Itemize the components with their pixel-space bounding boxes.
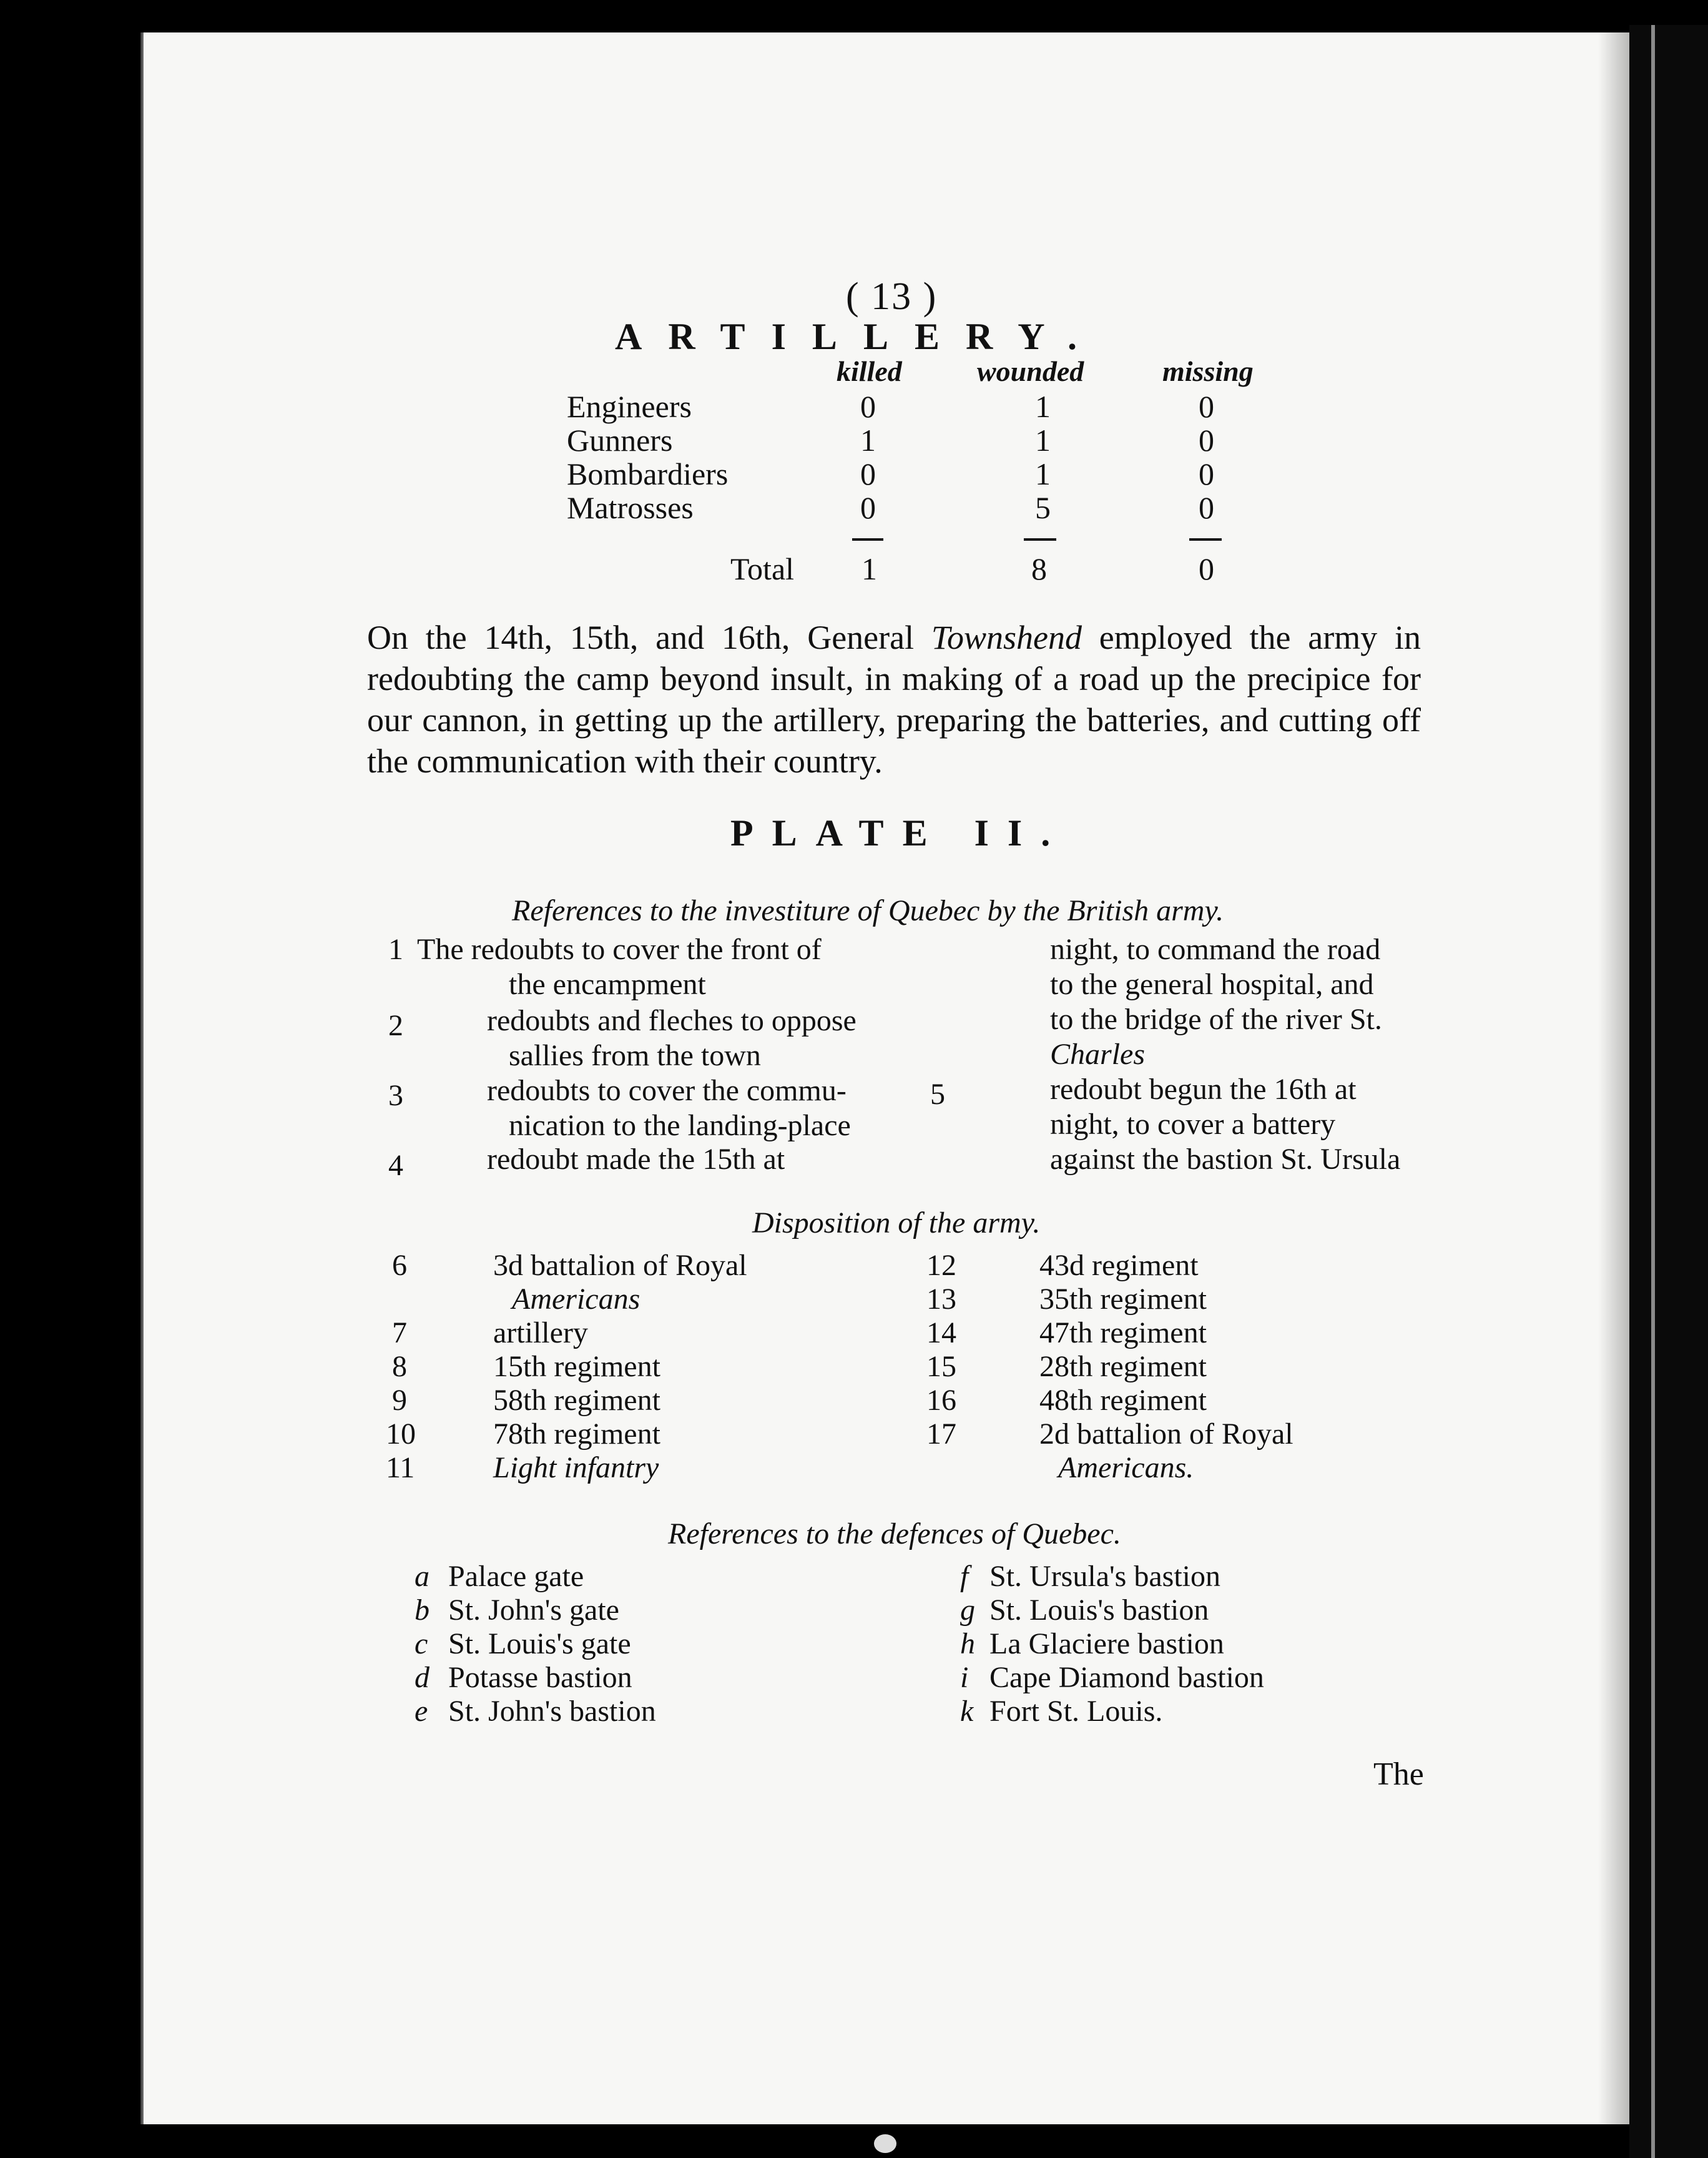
wounded-value: 5 (1035, 490, 1051, 525)
ref-text-cont: to the general hospital, and (1050, 968, 1374, 1001)
killed-value: 0 (860, 456, 876, 491)
ref-text: La Glaciere bastion (989, 1627, 1224, 1660)
page-edge-shadow (1598, 32, 1629, 2124)
book-edge (1629, 25, 1708, 2158)
total-label: Total (730, 551, 795, 586)
ref-number: 7 (392, 1316, 407, 1349)
ref-text: redoubt made the 15th at (487, 1143, 785, 1176)
ref-text-cont: Americans. (1058, 1451, 1194, 1484)
ref-text-cont: night, to cover a battery (1050, 1108, 1336, 1141)
ref-number: 4 (388, 1149, 403, 1182)
ref-text: 28th regiment (1039, 1350, 1207, 1383)
paragraph-start: On the 14th, 15th, and 16th, General (367, 619, 931, 656)
paragraph-end: employed the army in redoubting the camp beyond insult, in making of a road up the precipice for our cannon, in getting up the artillery, preparing the batteries, and cutting off the communication with their country. (367, 619, 1421, 780)
ref-number: 6 (392, 1249, 407, 1282)
ref-number: 9 (392, 1384, 407, 1417)
wounded-value: 1 (1035, 423, 1051, 458)
col-head-missing: missing (1162, 355, 1254, 387)
body-paragraph (367, 617, 1421, 782)
ref-number: 16 (926, 1384, 956, 1417)
ref-number: 12 (926, 1249, 956, 1282)
ref-text: St. John's bastion (448, 1695, 656, 1728)
missing-value: 0 (1199, 490, 1214, 525)
ref-number: 5 (930, 1078, 945, 1111)
ref-text-cont: to the bridge of the river St. (1050, 1003, 1382, 1036)
ref-text-cont: night, to command the road (1050, 933, 1381, 966)
ref-key: h (960, 1627, 975, 1660)
ref-text: 2d battalion of Royal (1039, 1417, 1293, 1451)
missing-value: 0 (1199, 423, 1214, 458)
ref-key: b (415, 1594, 429, 1627)
ref-number: 17 (926, 1417, 956, 1451)
sum-rule (1189, 538, 1222, 541)
wounded-value: 1 (1035, 389, 1051, 424)
ref-text-cont: nication to the landing-place (509, 1109, 851, 1142)
ref-text: 47th regiment (1039, 1316, 1207, 1349)
ref-text: The redoubts to cover the front of (417, 933, 822, 966)
col-head-killed: killed (837, 355, 902, 387)
ref-text: 43d regiment (1039, 1249, 1199, 1282)
ref-text: 58th regiment (493, 1384, 660, 1417)
total-missing: 0 (1199, 551, 1214, 586)
ref-text: St. John's gate (448, 1594, 619, 1627)
ref-text: redoubts to cover the commu- (487, 1074, 847, 1107)
investiture-caption: References to the investiture of Quebec by the British army. (512, 894, 1224, 927)
wounded-value: 1 (1035, 456, 1051, 491)
ref-text: St. Ursula's bastion (989, 1560, 1220, 1593)
ref-text: 3d battalion of Royal (493, 1249, 747, 1282)
sum-rule (852, 538, 883, 541)
defences-caption: References to the defences of Quebec. (668, 1517, 1121, 1550)
ref-text-cont: the encampment (509, 968, 706, 1001)
bottom-ornament (874, 2134, 896, 2153)
ref-text: 78th regiment (493, 1417, 660, 1451)
ref-text-cont: against the bastion St. Ursula (1050, 1143, 1401, 1176)
total-killed: 1 (861, 551, 877, 586)
ref-key: a (415, 1560, 429, 1593)
ref-key: f (960, 1560, 969, 1593)
ref-text: Cape Diamond bastion (989, 1661, 1264, 1694)
ref-text: Light infantry (493, 1451, 659, 1484)
ref-text: redoubts and fleches to oppose (487, 1004, 856, 1037)
ref-text: St. Louis's gate (448, 1627, 631, 1660)
killed-value: 0 (860, 389, 876, 424)
ref-number: 11 (386, 1451, 415, 1484)
ref-text: St. Louis's bastion (989, 1594, 1209, 1627)
row-label: Bombardiers (567, 456, 729, 491)
ref-key: e (415, 1695, 428, 1728)
ref-number: 8 (392, 1350, 407, 1383)
general-name: Townshend (931, 619, 1082, 656)
ref-text: Fort St. Louis. (989, 1695, 1163, 1728)
book-edge-line (1651, 25, 1655, 2158)
ref-key: c (415, 1627, 428, 1660)
ref-text: artillery (493, 1316, 588, 1349)
ref-number: 2 (388, 1009, 403, 1042)
killed-value: 0 (860, 490, 876, 525)
ref-text: 35th regiment (1039, 1283, 1207, 1316)
row-label: Engineers (567, 389, 692, 424)
ref-key: g (960, 1594, 975, 1627)
ref-text-cont: Charles (1050, 1038, 1146, 1071)
missing-value: 0 (1199, 456, 1214, 491)
sum-rule (1024, 538, 1056, 541)
ref-number: 14 (926, 1316, 956, 1349)
ref-key: i (960, 1661, 969, 1694)
missing-value: 0 (1199, 389, 1214, 424)
section-heading: ARTILLERY. (615, 316, 1104, 357)
ref-text-cont: sallies from the town (509, 1039, 761, 1072)
col-head-wounded: wounded (977, 355, 1084, 387)
ref-number: 10 (386, 1417, 416, 1451)
ref-text: Potasse bastion (448, 1661, 632, 1694)
ref-text: redoubt begun the 16th at (1050, 1073, 1357, 1106)
plate-heading: PLATE II. (730, 812, 1069, 854)
catchword: The (1373, 1756, 1424, 1792)
ref-text: 48th regiment (1039, 1384, 1207, 1417)
ref-number: 3 (388, 1079, 403, 1112)
killed-value: 1 (860, 423, 876, 458)
row-label: Matrosses (567, 490, 694, 525)
row-label: Gunners (567, 423, 673, 458)
ref-text: Palace gate (448, 1560, 584, 1593)
ref-text: 15th regiment (493, 1350, 660, 1383)
ref-number: 13 (926, 1283, 956, 1316)
ref-key: k (960, 1695, 974, 1728)
disposition-caption: Disposition of the army. (752, 1206, 1041, 1239)
ref-number: 1 (388, 933, 403, 966)
ref-text-cont: Americans (512, 1283, 640, 1316)
ref-number: 15 (926, 1350, 956, 1383)
total-wounded: 8 (1031, 551, 1047, 586)
ref-key: d (415, 1661, 429, 1694)
page-number: ( 13 ) (846, 275, 938, 318)
